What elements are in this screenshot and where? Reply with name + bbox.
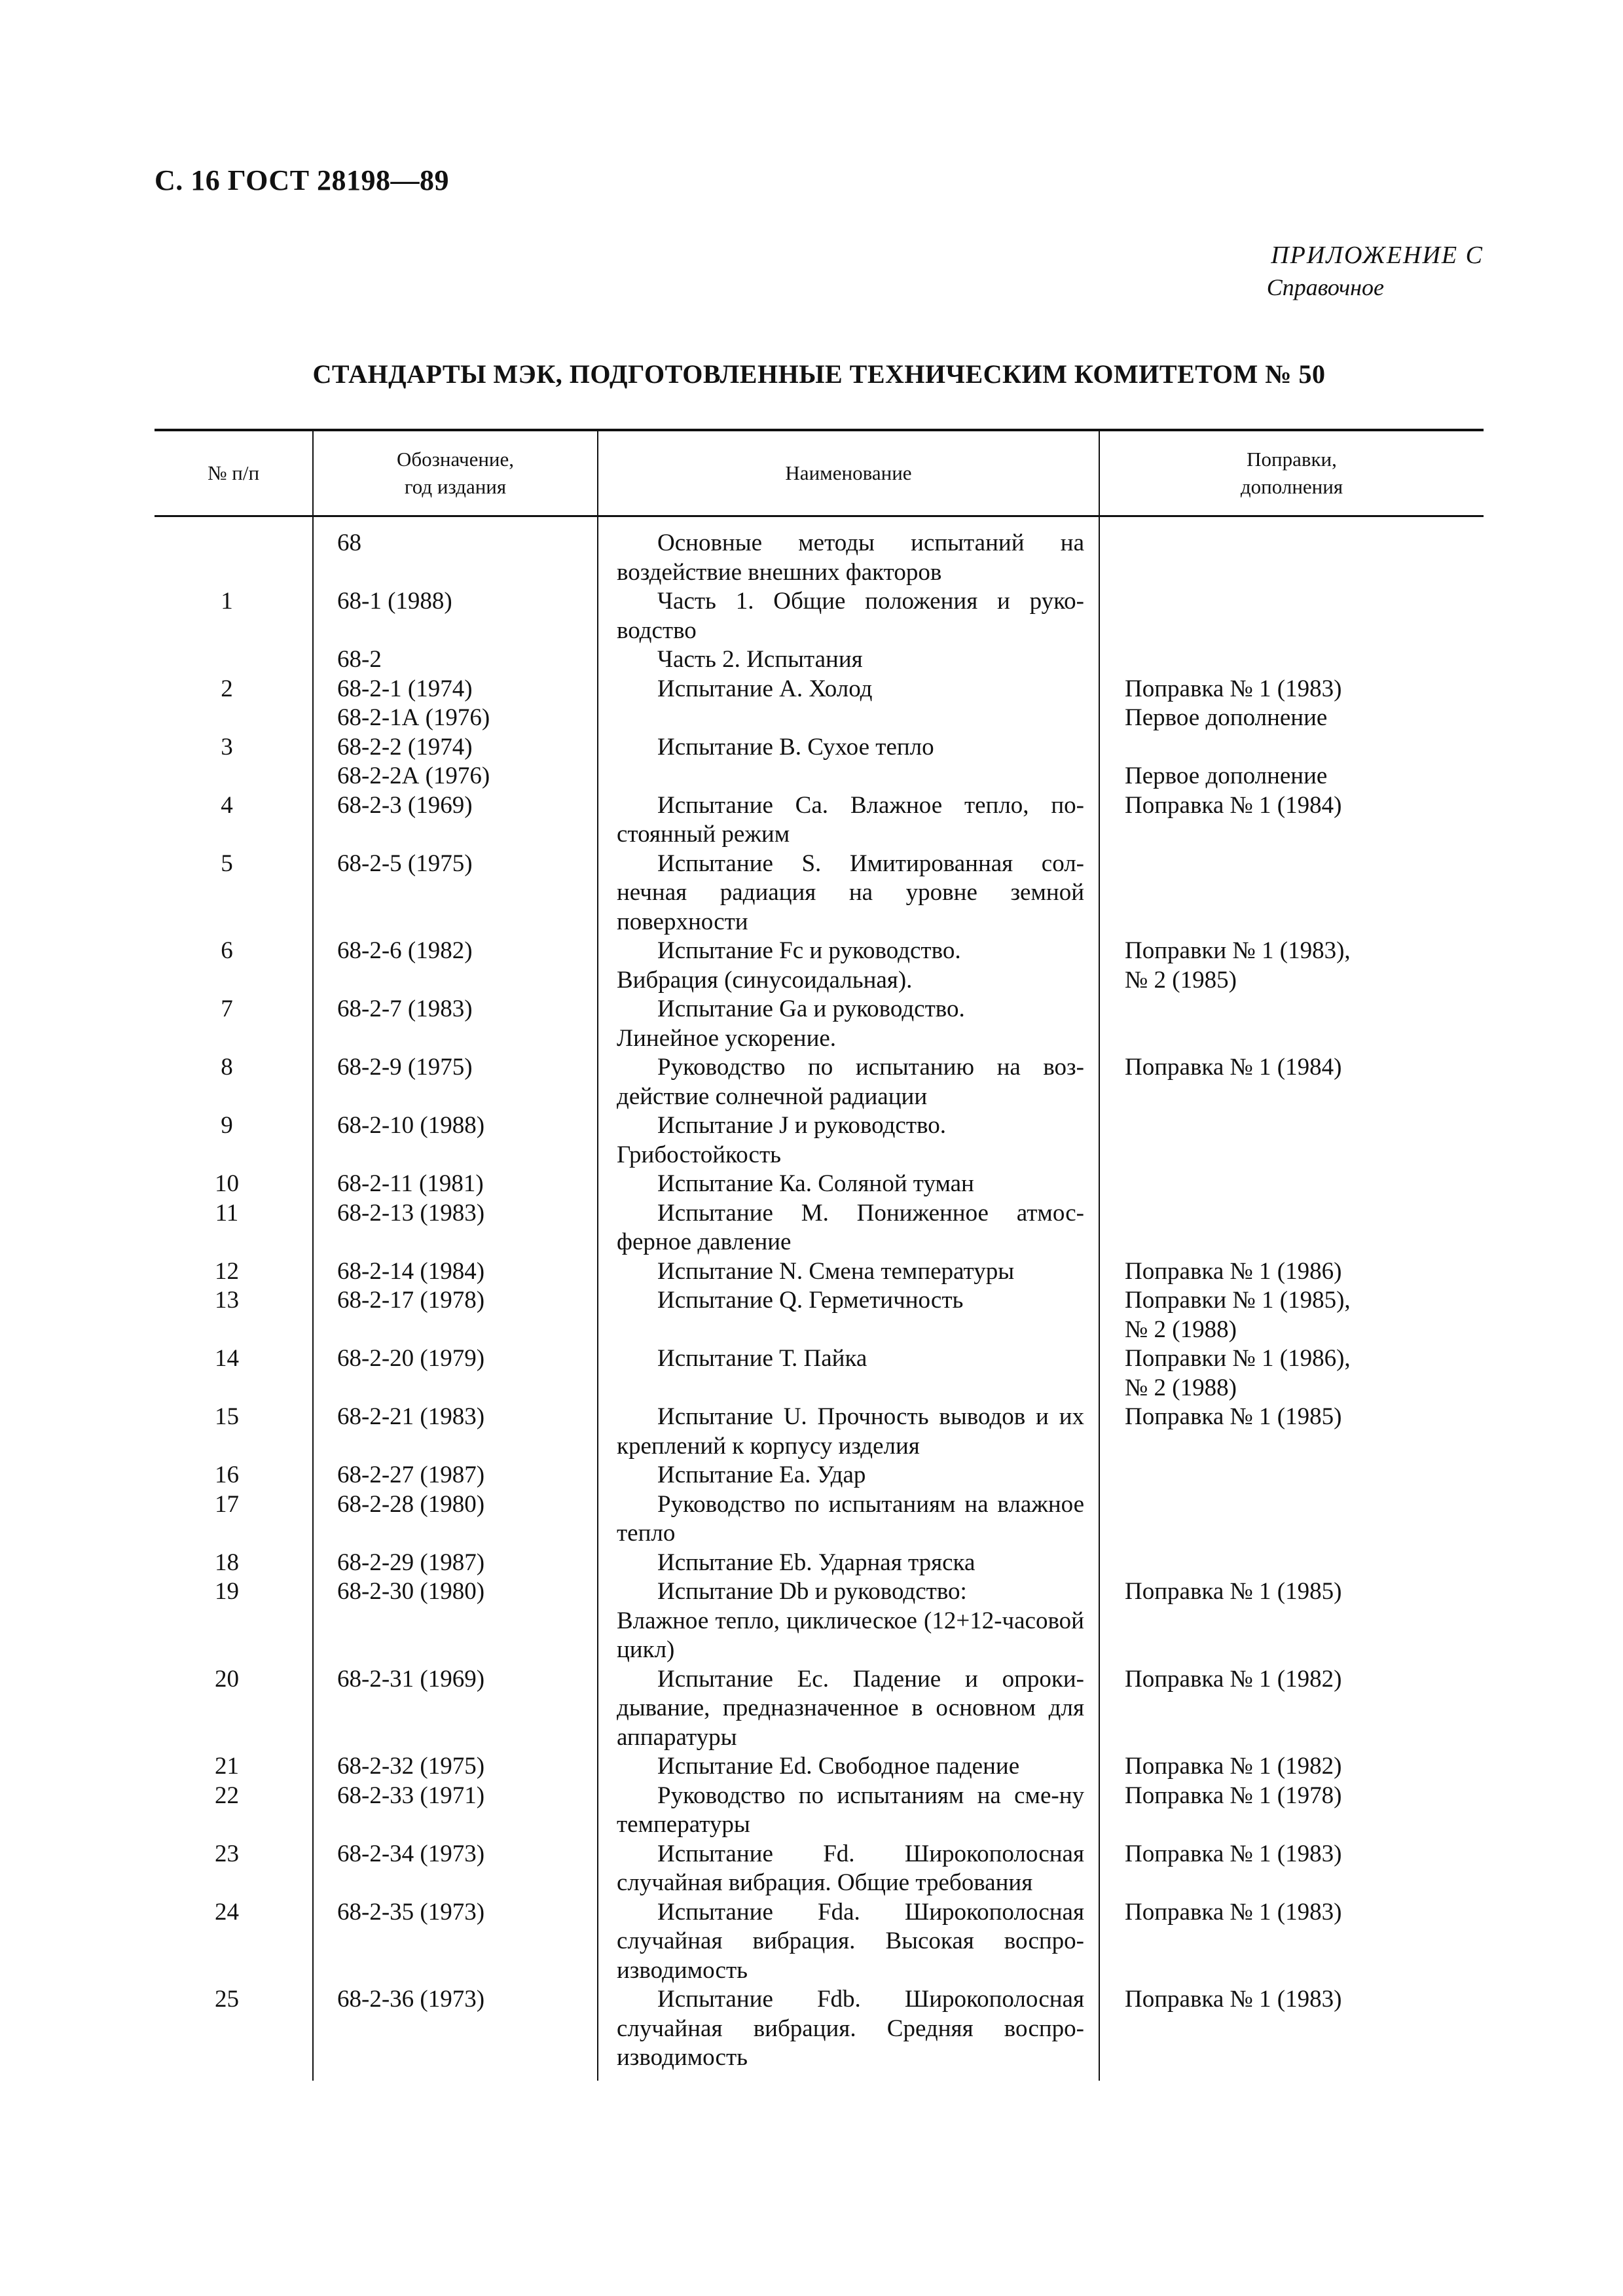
row-number (155, 516, 313, 588)
table-row (155, 1549, 1484, 1578)
row-designation: 68-2-21 (1983) (313, 1403, 598, 1461)
row-number: 20 (215, 1665, 239, 1693)
row-name: Испытание Т. Пайка (598, 1344, 1099, 1403)
row-designation: 68-2-31 (1969) (313, 1665, 598, 1753)
row-name: Испытание Fc и руководство. Вибрация (синусоидальная). (598, 937, 1099, 995)
row-designation: 68-2 (313, 645, 598, 675)
header-name: Наименование (598, 430, 1099, 516)
table-row (155, 850, 1484, 937)
appendix-label-block (1267, 241, 1484, 301)
table-row (155, 675, 1484, 733)
row-name: Испытание М. Пониженное атмос-ферное давление (598, 1199, 1099, 1257)
row-designation: 68-1 (1988) (313, 587, 598, 645)
header-amendments-text: Поправки, дополнения (1240, 448, 1343, 498)
row-name: Испытание Еа. Удар (598, 1461, 1099, 1490)
table-row (155, 1461, 1484, 1490)
table-row (155, 1286, 1484, 1344)
row-designation: 68-2-32 (1975) (313, 1752, 598, 1782)
row-designation: 68-2-14 (1984) (313, 1257, 598, 1287)
row-designation: 68-2-29 (1987) (313, 1549, 598, 1578)
row-designation: 68-2-9 (1975) (313, 1053, 598, 1111)
table-row (155, 1111, 1484, 1170)
header-amendments (1099, 430, 1484, 516)
row-amendments: Поправки № 1 (1983), № 2 (1985) (1099, 937, 1484, 995)
table-row (155, 1344, 1484, 1403)
table-row (155, 733, 1484, 791)
row-designation: 68-2-13 (1983) (313, 1199, 598, 1257)
row-number: 10 (215, 1170, 239, 1197)
row-number: 2 (221, 675, 233, 702)
row-name: Основные методы испытаний на воздействие внешних факторов (598, 516, 1099, 588)
row-amendments (1099, 995, 1484, 1053)
row-designation: 68-2-27 (1987) (313, 1461, 598, 1490)
row-amendments: Поправка № 1 (1978) (1099, 1782, 1484, 1840)
row-number (155, 645, 313, 675)
row-designation: 68-2-7 (1983) (313, 995, 598, 1053)
table-header-row (155, 430, 1484, 516)
row-designation: 68-2-33 (1971) (313, 1782, 598, 1840)
row-designation: 68-2-20 (1979) (313, 1344, 598, 1403)
table-row (155, 995, 1484, 1053)
standards-table (155, 429, 1484, 2081)
row-name: Руководство по испытаниям на сме-ну температуры (598, 1782, 1099, 1840)
row-number: 18 (215, 1549, 239, 1576)
row-name: Испытание N. Смена температуры (598, 1257, 1099, 1287)
row-amendments: Поправка № 1 (1984) (1099, 791, 1484, 850)
row-designation: 68-2-35 (1973) (313, 1898, 598, 1986)
row-amendments (1099, 516, 1484, 588)
table-row (155, 1665, 1484, 1753)
row-amendments: Поправка № 1 (1985) (1099, 1577, 1484, 1665)
row-designation: 68-2-36 (1973) (313, 1985, 598, 2081)
row-amendments: Поправка № 1 (1983) (1099, 1840, 1484, 1898)
document-title: СТАНДАРТЫ МЭК, ПОДГОТОВЛЕННЫЕ ТЕХНИЧЕСКИМ КОМИТЕТОМ № 50 (312, 359, 1326, 389)
table-row (155, 1752, 1484, 1782)
table-body (155, 516, 1484, 2081)
page-header: С. 16 ГОСТ 28198—89 (155, 164, 450, 196)
row-name: Испытание S. Имитированная сол-нечная радиация на уровне земной поверхности (598, 850, 1099, 937)
row-name: Испытание Eb. Ударная тряска (598, 1549, 1099, 1578)
row-number: 3 (221, 733, 233, 761)
row-amendments (1099, 1461, 1484, 1490)
table-row (155, 1403, 1484, 1461)
table-row (155, 645, 1484, 675)
row-amendments: Поправки № 1 (1986), № 2 (1988) (1099, 1344, 1484, 1403)
row-number: 14 (215, 1345, 239, 1372)
row-amendments (1099, 1170, 1484, 1199)
row-designation: 68 (313, 516, 598, 588)
row-number: 9 (221, 1112, 233, 1139)
row-name: Испытание А. Холод (598, 675, 1099, 733)
row-name: Испытание Fd. Широкополосная случайная вибрация. Общие требования (598, 1840, 1099, 1898)
table-row (155, 1490, 1484, 1549)
row-number: 25 (215, 1986, 239, 2013)
row-number: 11 (215, 1199, 239, 1227)
row-amendments (1099, 1549, 1484, 1578)
row-amendments: Первое дополнение (1099, 733, 1484, 791)
table-row (155, 937, 1484, 995)
row-designation: 68-2-17 (1978) (313, 1286, 598, 1344)
table-row (155, 1577, 1484, 1665)
row-number: 12 (215, 1257, 239, 1285)
header-number: № п/п (155, 430, 313, 516)
row-name: Испытание U. Прочность выводов и их креплений к корпусу изделия (598, 1403, 1099, 1461)
header-designation (313, 430, 598, 516)
appendix-label: ПРИЛОЖЕНИЕ С (1271, 242, 1484, 269)
row-amendments: Поправка № 1 (1985) (1099, 1403, 1484, 1461)
table-row (155, 791, 1484, 850)
row-name: Руководство по испытанию на воз-действие солнечной радиации (598, 1053, 1099, 1111)
row-designation: 68-2-1 (1974) 68-2-1А (1976) (313, 675, 598, 733)
row-number: 17 (215, 1490, 239, 1518)
row-number: 6 (221, 937, 233, 964)
table-row (155, 1985, 1484, 2081)
row-designation: 68-2-30 (1980) (313, 1577, 598, 1665)
row-amendments: Поправки № 1 (1985), № 2 (1988) (1099, 1286, 1484, 1344)
row-name: Испытание Q. Герметичность (598, 1286, 1099, 1344)
table-row (155, 1053, 1484, 1111)
row-designation: 68-2-28 (1980) (313, 1490, 598, 1549)
table-row (155, 1170, 1484, 1199)
row-number: 21 (215, 1753, 239, 1780)
row-amendments (1099, 1490, 1484, 1549)
row-name: Испытание Fda. Широкополосная случайная вибрация. Высокая воспро-изводимость (598, 1898, 1099, 1986)
row-amendments (1099, 850, 1484, 937)
row-amendments: Поправка № 1 (1986) (1099, 1257, 1484, 1287)
row-name: Испытание Db и руководство: Влажное тепло, циклическое (12+12-часовой цикл) (598, 1577, 1099, 1665)
row-number: 16 (215, 1462, 239, 1488)
row-number: 13 (215, 1287, 239, 1314)
row-name: Испытание J и руководство. Грибостойкость (598, 1111, 1099, 1170)
table-row (155, 1257, 1484, 1287)
table-row (155, 587, 1484, 645)
row-designation: 68-2-6 (1982) (313, 937, 598, 995)
row-number: 23 (215, 1840, 239, 1867)
row-amendments: Поправка № 1 (1982) (1099, 1752, 1484, 1782)
row-name: Испытание Ка. Соляной туман (598, 1170, 1099, 1199)
row-amendments (1099, 587, 1484, 645)
table-row (155, 1782, 1484, 1840)
row-amendments: Поправка № 1 (1984) (1099, 1053, 1484, 1111)
row-designation: 68-2-34 (1973) (313, 1840, 598, 1898)
table-row (155, 1199, 1484, 1257)
row-number: 22 (215, 1782, 239, 1809)
row-amendments (1099, 645, 1484, 675)
row-name: Испытание В. Сухое тепло (598, 733, 1099, 791)
table-row (155, 1840, 1484, 1898)
header-designation-text: Обозначение, год издания (396, 448, 515, 498)
row-number: 15 (215, 1403, 239, 1430)
row-name: Руководство по испытаниям на влажное тепло (598, 1490, 1099, 1549)
row-amendments: Поправка № 1 (1982) (1099, 1665, 1484, 1753)
row-name: Испытание Ес. Падение и опроки-дывание, предназначенное в основном для аппаратуры (598, 1665, 1099, 1753)
appendix-type: Справочное (1266, 274, 1384, 300)
row-name: Часть 2. Испытания (598, 645, 1099, 675)
row-name: Часть 1. Общие положения и руко-водство (598, 587, 1099, 645)
row-number: 5 (221, 850, 233, 877)
row-number: 4 (221, 791, 233, 819)
row-number: 7 (221, 996, 233, 1022)
row-name: Испытание Ga и руководство. Линейное ускорение. (598, 995, 1099, 1053)
row-amendments (1099, 1199, 1484, 1257)
table-row (155, 516, 1484, 588)
row-designation: 68-2-2 (1974) 68-2-2А (1976) (313, 733, 598, 791)
row-amendments (1099, 1111, 1484, 1170)
row-number: 1 (221, 588, 233, 615)
table-row (155, 1898, 1484, 1986)
row-designation: 68-2-10 (1988) (313, 1111, 598, 1170)
row-name: Испытание Са. Влажное тепло, по-стоянный режим (598, 791, 1099, 850)
row-amendments: Поправка № 1 (1983) (1099, 1898, 1484, 1986)
row-amendments: Поправка № 1 (1983) Первое дополнение (1099, 675, 1484, 733)
row-amendments: Поправка № 1 (1983) (1099, 1985, 1484, 2081)
row-designation: 68-2-5 (1975) (313, 850, 598, 937)
row-number: 19 (215, 1578, 239, 1605)
row-number: 8 (221, 1054, 233, 1081)
row-designation: 68-2-11 (1981) (313, 1170, 598, 1199)
row-name: Испытание Ed. Свободное падение (598, 1752, 1099, 1782)
row-designation: 68-2-3 (1969) (313, 791, 598, 850)
row-name: Испытание Fdb. Широкополосная случайная вибрация. Средняя воспро-изводимость (598, 1985, 1099, 2081)
row-number: 24 (215, 1898, 239, 1926)
